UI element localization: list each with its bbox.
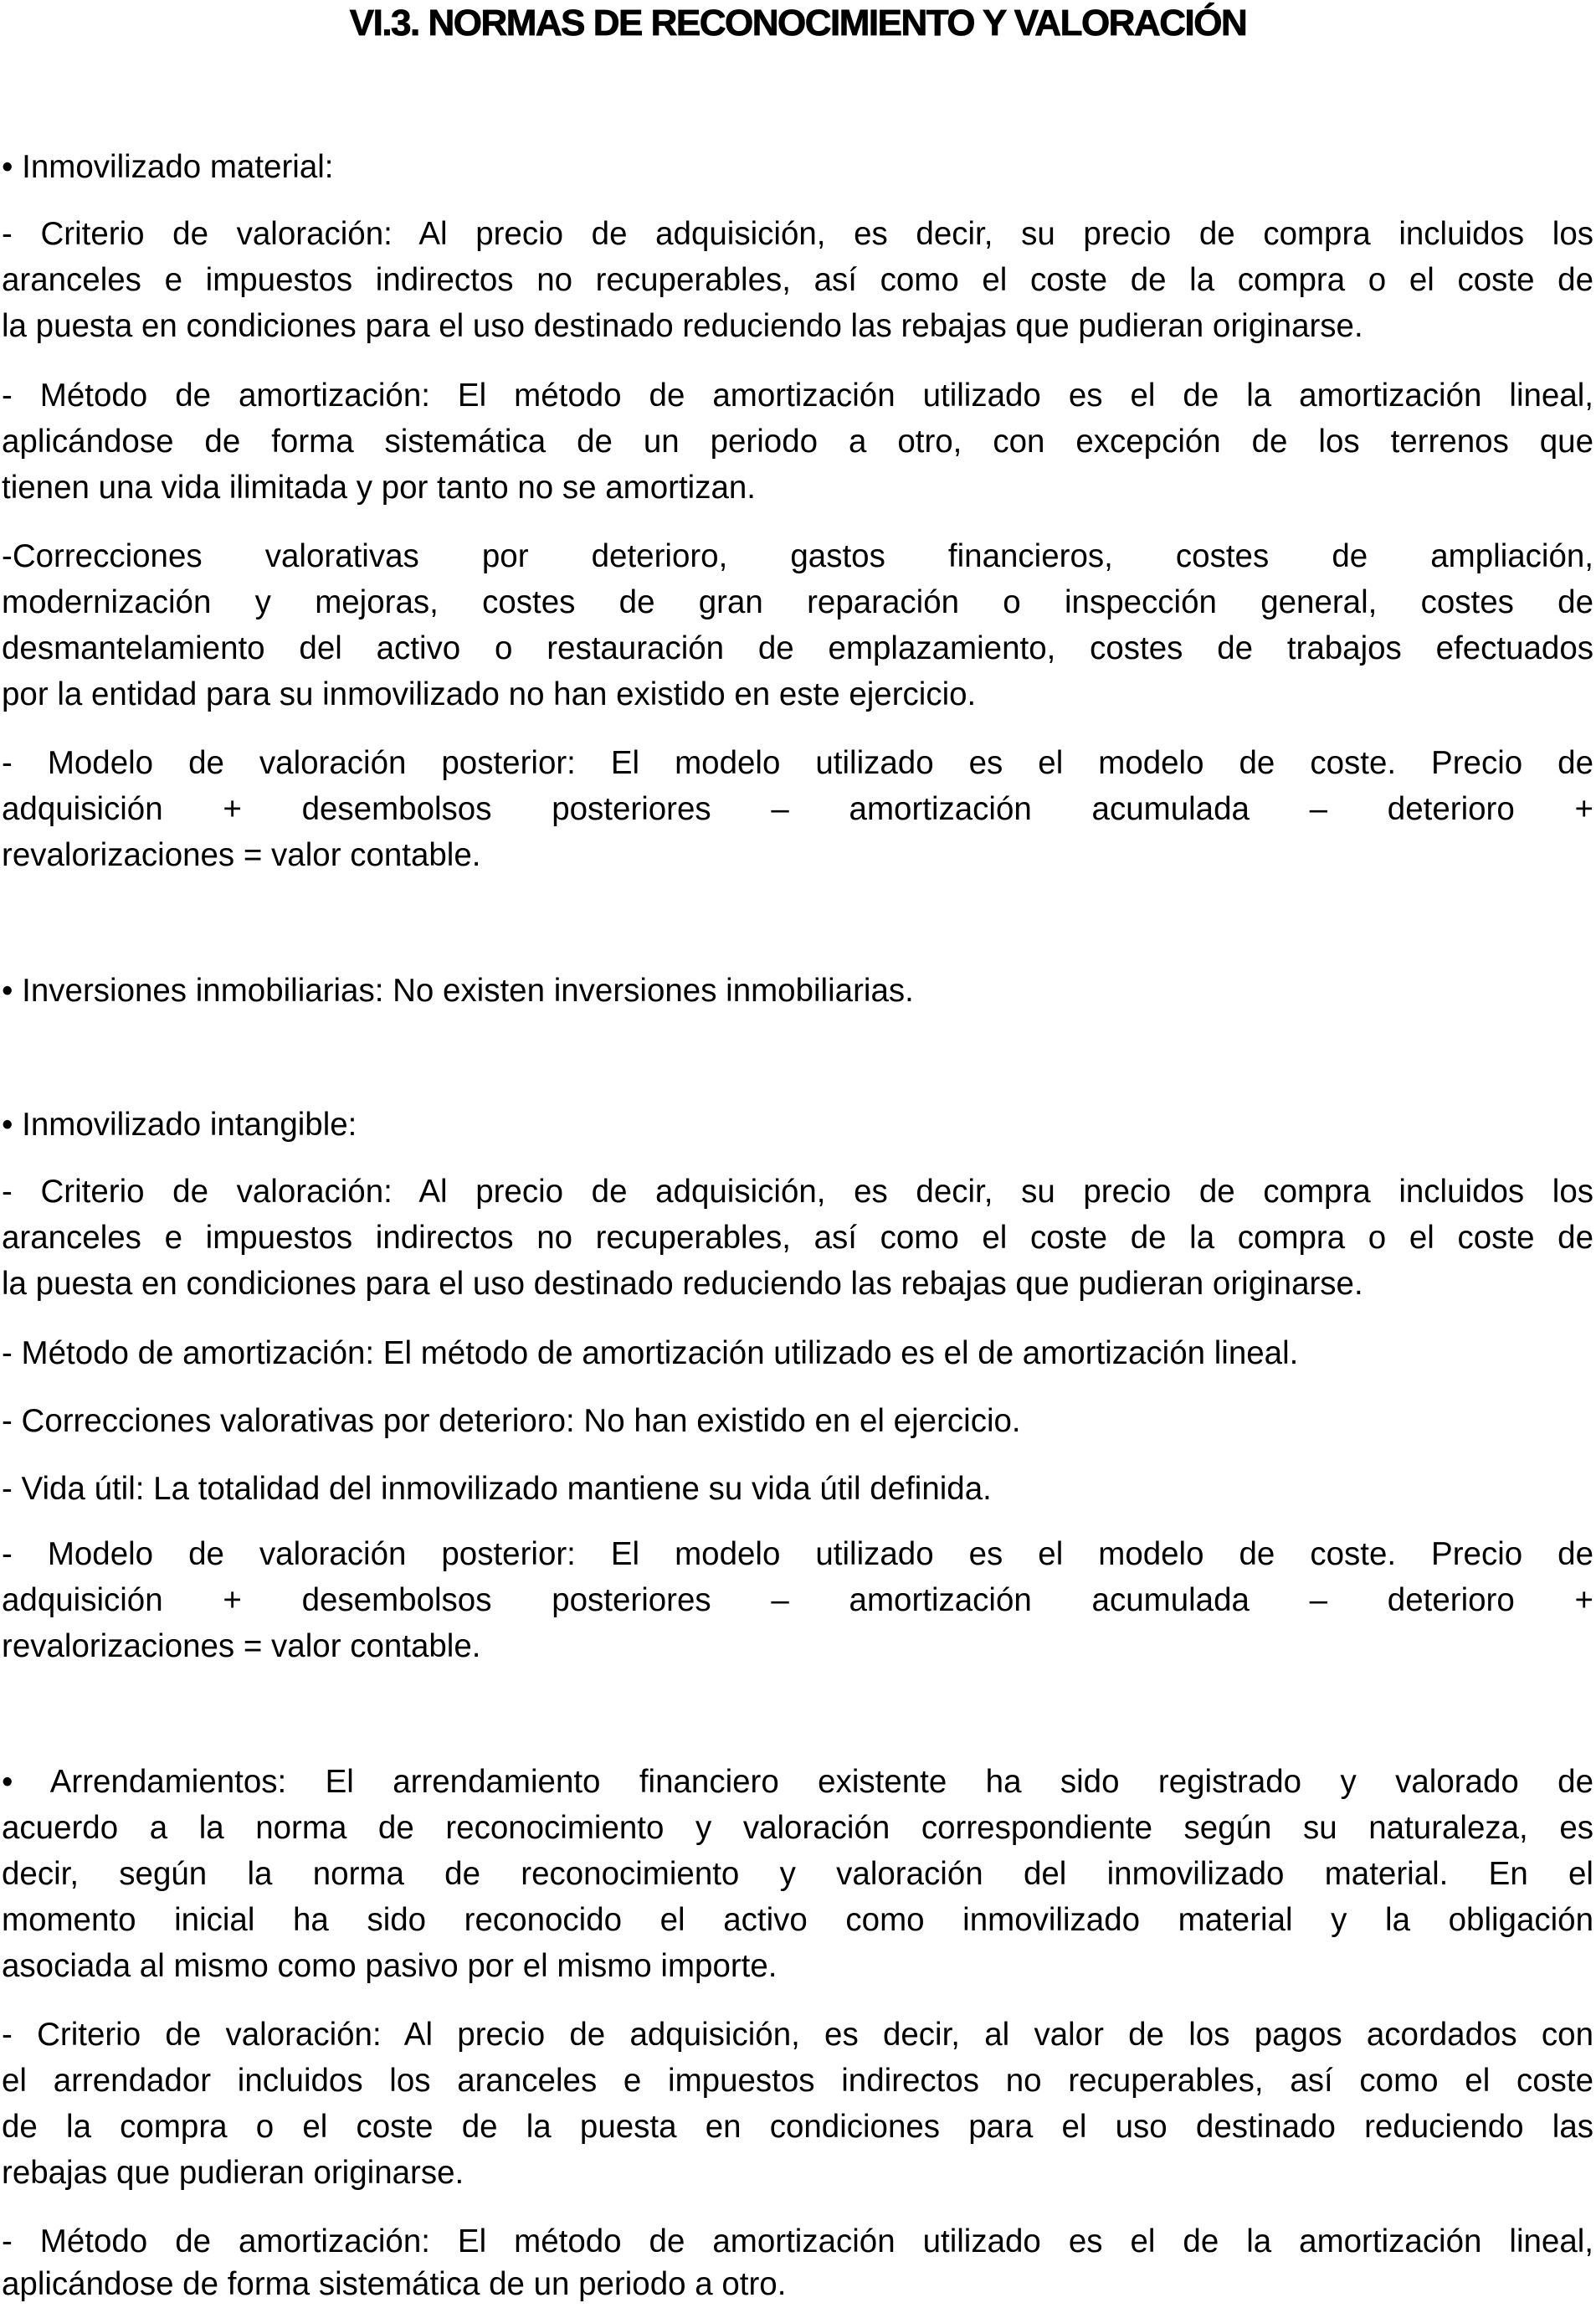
section-heading-arrendamientos: • Arrendamientos: El arrendamiento financiero existente ha sido registrado y valorado de: [2, 1764, 1593, 1800]
text-line: aranceles e impuestos indirectos no recuperables, así como el coste de la compra o el coste de: [2, 262, 1593, 298]
text-line: - Criterio de valoración: Al precio de adquisición, es decir, al valor de los pagos acordados con: [2, 2017, 1593, 2053]
page-title: VI.3. NORMAS DE RECONOCIMIENTO Y VALORACIÓN: [349, 3, 1247, 44]
text-line: adquisición + desembolsos posteriores – amortización acumulada – deterioro +: [2, 1582, 1593, 1618]
text-line: la puesta en condiciones para el uso destinado reduciendo las rebajas que pudieran originarse.: [2, 308, 1363, 344]
text-line: - Método de amortización: El método de amortización utilizado es el de la amortización lineal,: [2, 2223, 1593, 2259]
text-line: -Correcciones valorativas por deterioro, gastos financieros, costes de ampliación,: [2, 538, 1593, 574]
text-line: de la compra o el coste de la puesta en condiciones para el uso destinado reduciendo las: [2, 2109, 1593, 2145]
text-line: - Modelo de valoración posterior: El modelo utilizado es el modelo de coste. Precio de: [2, 1536, 1593, 1572]
text-line: por la entidad para su inmovilizado no han existido en este ejercicio.: [2, 676, 977, 712]
text-line: revalorizaciones = valor contable.: [2, 1628, 481, 1664]
text-line: - Criterio de valoración: Al precio de adquisición, es decir, su precio de compra incluidos los: [2, 216, 1593, 252]
text-line: - Criterio de valoración: Al precio de adquisición, es decir, su precio de compra incluidos los: [2, 1174, 1593, 1210]
text-line: rebajas que pudieran originarse.: [2, 2155, 464, 2191]
text-line: - Correcciones valorativas por deterioro: No han existido en el ejercicio.: [2, 1403, 1021, 1439]
text-line: adquisición + desembolsos posteriores – amortización acumulada – deterioro +: [2, 791, 1593, 827]
text-line: - Modelo de valoración posterior: El modelo utilizado es el modelo de coste. Precio de: [2, 745, 1593, 781]
text-line: acuerdo a la norma de reconocimiento y valoración correspondiente según su naturaleza, es: [2, 1810, 1593, 1846]
text-line: modernización y mejoras, costes de gran reparación o inspección general, costes de: [2, 584, 1593, 620]
text-line: - Método de amortización: El método de amortización utilizado es el de la amortización lineal,: [2, 378, 1593, 414]
section-heading-inmovilizado-material: • Inmovilizado material:: [2, 149, 334, 185]
text-line: desmantelamiento del activo o restauración de emplazamiento, costes de trabajos efectuados: [2, 630, 1593, 666]
text-line: tienen una vida ilimitada y por tanto no se amortizan.: [2, 470, 756, 506]
text-line: aranceles e impuestos indirectos no recuperables, así como el coste de la compra o el coste de: [2, 1220, 1593, 1256]
text-line: el arrendador incluidos los aranceles e impuestos indirectos no recuperables, así como el coste: [2, 2063, 1593, 2099]
text-line: revalorizaciones = valor contable.: [2, 837, 481, 873]
text-line: - Método de amortización: El método de amortización utilizado es el de amortización lineal.: [2, 1335, 1299, 1371]
text-line: momento inicial ha sido reconocido el activo como inmovilizado material y la obligación: [2, 1902, 1593, 1938]
text-line: decir, según la norma de reconocimiento y valoración del inmovilizado material. En el: [2, 1856, 1593, 1892]
section-heading-inversiones-inmobiliarias: • Inversiones inmobiliarias: No existen inversiones inmobiliarias.: [2, 973, 914, 1009]
text-line: aplicándose de forma sistemática de un periodo a otro.: [2, 2266, 787, 2302]
text-line: - Vida útil: La totalidad del inmovilizado mantiene su vida útil definida.: [2, 1471, 992, 1507]
text-line: la puesta en condiciones para el uso destinado reduciendo las rebajas que pudieran originarse.: [2, 1266, 1363, 1302]
text-line: aplicándose de forma sistemática de un periodo a otro, con excepción de los terrenos que: [2, 424, 1593, 460]
text-line: asociada al mismo como pasivo por el mismo importe.: [2, 1948, 777, 1984]
section-heading-inmovilizado-intangible: • Inmovilizado intangible:: [2, 1107, 357, 1143]
